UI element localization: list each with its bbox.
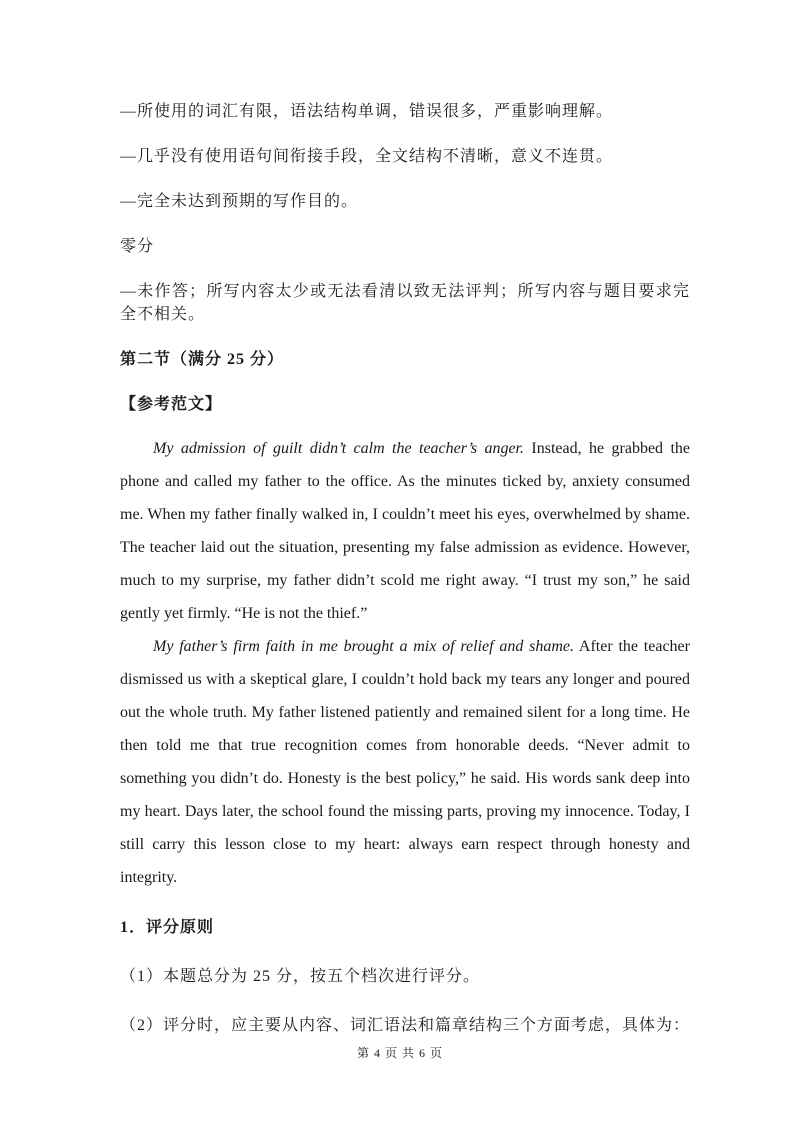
rubric-line: —完全未达到预期的写作目的。 <box>120 193 359 210</box>
reference-essay-label: 【参考范文】 <box>120 396 223 413</box>
essay-paragraph <box>120 630 690 894</box>
essay-body-text: After the teacher dismissed us with a skeptical glare, I couldn’t hold back my tears any longer and poured out the whole truth. My father listened patiently and remained silent for a long time. He then told me that true recognition comes from honorable deeds. “Never admit to something you didn’t do. Honesty is the best policy,” he said. His words sank deep into my heart. Days later, the school found the missing parts, proving my innocence. Today, I still carry this lesson close to my heart: always earn respect through honesty and integrity. <box>120 638 690 886</box>
rubric-line: —几乎没有使用语句间衔接手段，全文结构不清晰，意义不连贯。 <box>120 148 614 165</box>
zero-score-heading: 零分 <box>120 238 155 255</box>
essay-paragraph <box>120 432 690 630</box>
essay-body-text: Instead, he grabbed the phone and called my father to the office. As the minutes ticked by, anxiety consumed me. When my father finally walked in, I couldn’t meet his eyes, overwhelmed by shame. The teacher laid out the situation, presenting my false admission as evidence. However, much to my surprise, my father didn’t scold me right away. “I trust my son,” he said gently yet firmly. “He is not the thief.” <box>120 440 690 622</box>
section-heading: 第二节（满分 25 分） <box>120 351 285 368</box>
zero-score-description: —未作答；所写内容太少或无法看清以致无法评判；所写内容与题目要求完全不相关。 <box>120 283 690 323</box>
essay-lead-sentence: My father’s firm faith in me brought a mix of relief and shame. <box>153 638 575 655</box>
page-footer: 第 4 页 共 6 页 <box>356 1046 443 1060</box>
essay-lead-sentence: My admission of guilt didn’t calm the teacher’s anger. <box>153 440 525 457</box>
reference-essay <box>120 432 690 894</box>
scoring-heading: 1．评分原则 <box>120 919 215 936</box>
scoring-item: （1）本题总分为 25 分，按五个档次进行评分。 <box>120 968 481 985</box>
rubric-line: —所使用的词汇有限，语法结构单调，错误很多，严重影响理解。 <box>120 103 614 120</box>
scoring-item: （2）评分时，应主要从内容、词汇语法和篇章结构三个方面考虑，具体为： <box>120 1017 691 1034</box>
